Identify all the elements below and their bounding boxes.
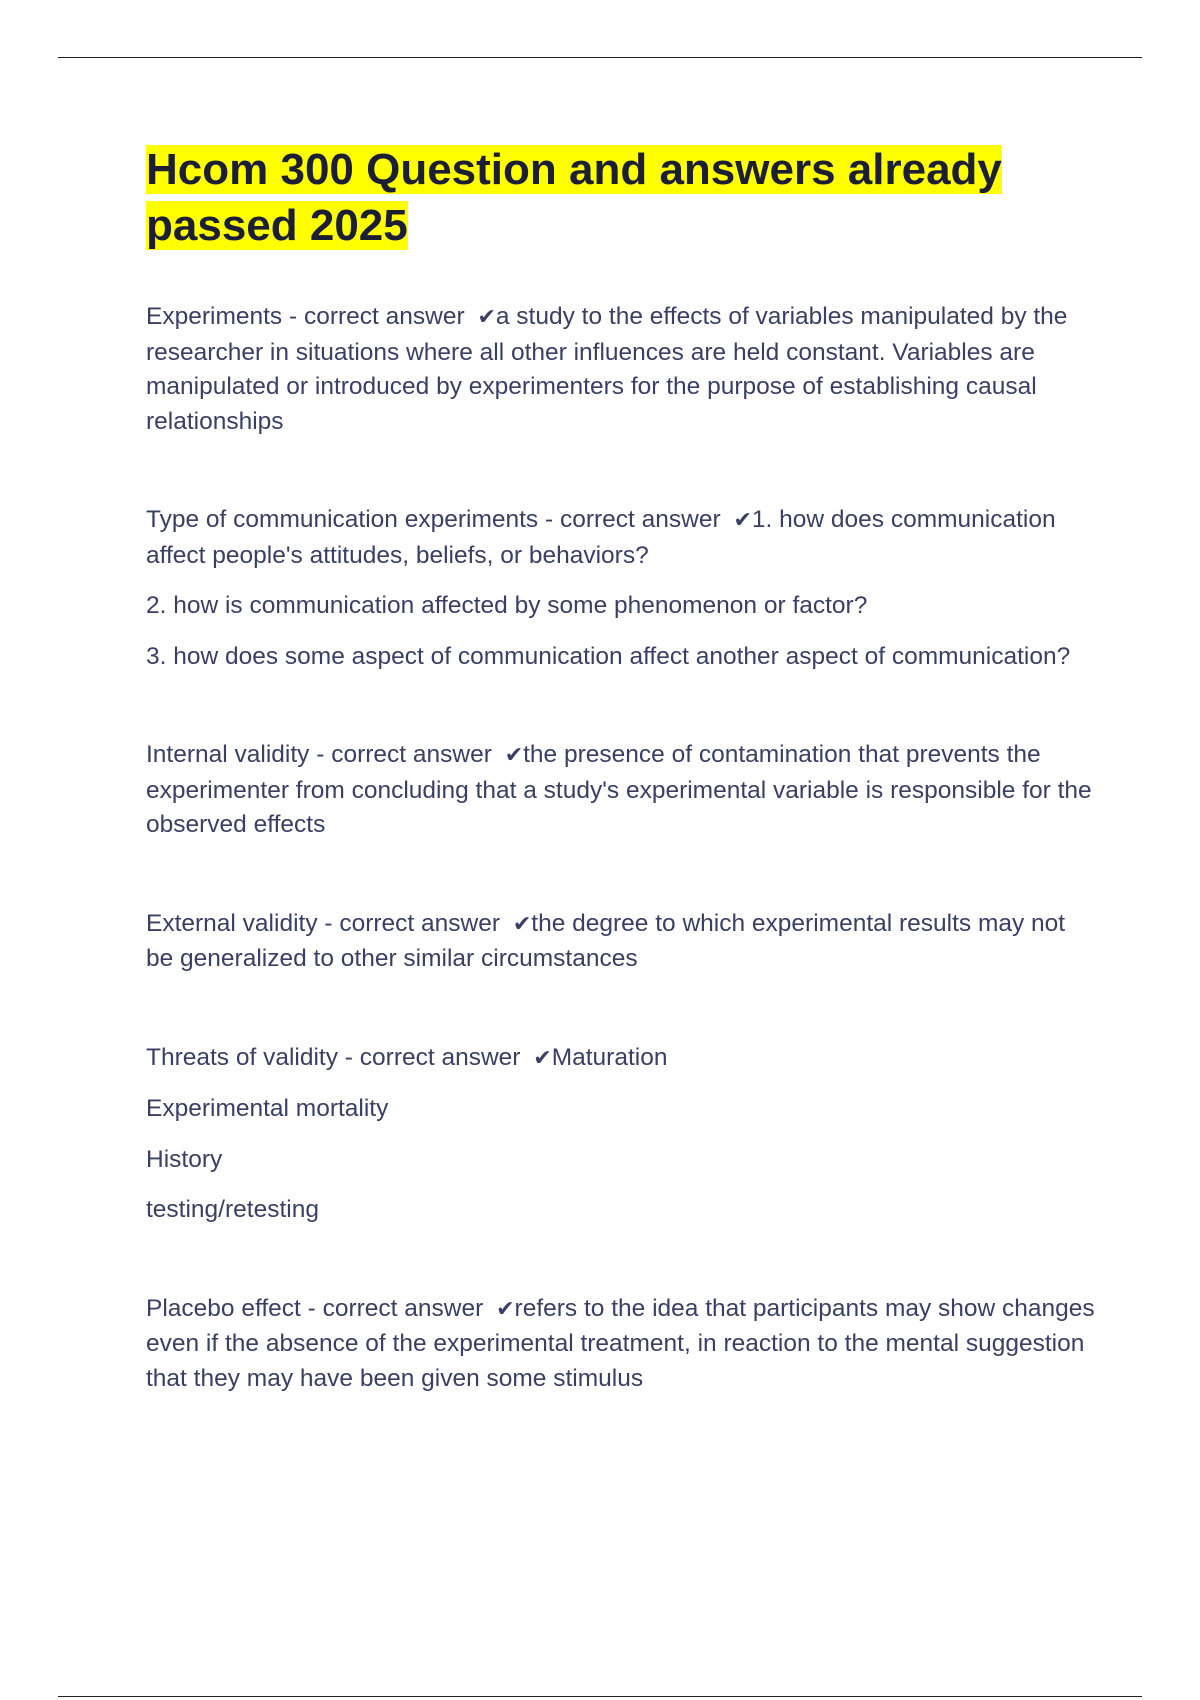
qa-entry-external-validity	[146, 907, 1096, 977]
check-icon: ✔	[496, 1296, 515, 1322]
answer-marker: correct answer	[359, 1043, 521, 1071]
answer-text: Maturation	[551, 1043, 668, 1071]
title-highlight: Hcom 300 Question and answers already passed 2025	[146, 145, 1002, 250]
term: Internal validity	[146, 741, 310, 768]
check-icon: ✔	[477, 305, 496, 330]
check-icon: ✔	[512, 911, 532, 937]
check-icon: ✔	[733, 508, 752, 533]
qa-entry-placebo-effect	[146, 1292, 1096, 1397]
answer-text: the presence of contamination that prevents the experimenter from concluding that a study's experimental variable is responsible for the observed effects	[146, 741, 1092, 838]
term: Placebo effect	[146, 1294, 301, 1322]
answer-marker: correct answer	[339, 909, 501, 937]
answer-text: refers to the idea that participants may show changes even if the absence of the experimental treatment, in reaction to the mental suggestion that they may have been given some stimulus	[146, 1294, 1095, 1392]
qa-entry-text: Type of communication experiments - correct answer ✔1. how does communication affect people's attitudes, beliefs, or behaviors?	[146, 506, 1056, 569]
qa-entry-type-of-communication-experiments	[146, 503, 1096, 674]
answer-line: History	[146, 1145, 223, 1173]
answer-line: Experimental mortality	[146, 1095, 389, 1122]
qa-entry-threats-of-validity	[146, 1041, 1096, 1228]
term: External validity	[146, 909, 318, 937]
qa-entry-text: Internal validity - correct answer ✔the presence of contamination that prevents the experimenter from concluding that a study's experimental variable is responsible for the observed effects	[146, 741, 1092, 838]
answer-text: the degree to which experimental results may not be generalized to other similar circumstances	[146, 909, 1066, 972]
check-icon: ✔	[504, 743, 524, 768]
qa-entry-text: Placebo effect - correct answer ✔refers to the idea that participants may show changes even if the absence of the experimental treatment, in reaction to the mental suggestion that they may have been given some stimulus	[146, 1294, 1095, 1392]
qa-entry-text: Experiments - correct answer ✔a study to the effects of variables manipulated by the researcher in situations where all other influences are held constant. Variables are manipulated or introduced by experimenters for the purpose of establishing causal relationships	[146, 303, 1068, 435]
check-icon: ✔	[533, 1045, 552, 1071]
term: Threats of validity	[146, 1043, 338, 1071]
qa-list	[146, 300, 1096, 1396]
header-rule	[58, 57, 1142, 58]
term: Experiments	[146, 303, 283, 330]
term: Type of communication experiments	[146, 506, 539, 533]
document-title	[146, 142, 1096, 254]
footer-rule	[58, 1696, 1142, 1697]
qa-entry-text: Threats of validity - correct answer ✔Maturation	[146, 1043, 668, 1071]
qa-entry-text: External validity - correct answer ✔the degree to which experimental results may not be generalized to other similar circumstances	[146, 909, 1066, 972]
answer-line: 3. how does some aspect of communication affect another aspect of communication?	[146, 642, 1071, 670]
qa-entry-internal-validity	[146, 738, 1096, 843]
answer-text: a study to the effects of variables manipulated by the researcher in situations where all other influences are held constant. Variables are manipulated or introduced by experimenters for the purpose of establishing causal relationships	[146, 303, 1068, 435]
document-body	[146, 142, 1096, 1460]
answer-text: 1. how does communication affect people's attitudes, beliefs, or behaviors?	[146, 506, 1056, 569]
qa-entry-experiments	[146, 300, 1096, 439]
answer-line: testing/retesting	[146, 1196, 319, 1223]
answer-marker: correct answer	[322, 1294, 484, 1322]
answer-marker: correct answer	[303, 303, 465, 330]
answer-line: 2. how is communication affected by some phenomenon or factor?	[146, 592, 868, 619]
answer-marker: correct answer	[331, 741, 492, 768]
answer-marker: correct answer	[559, 506, 721, 533]
